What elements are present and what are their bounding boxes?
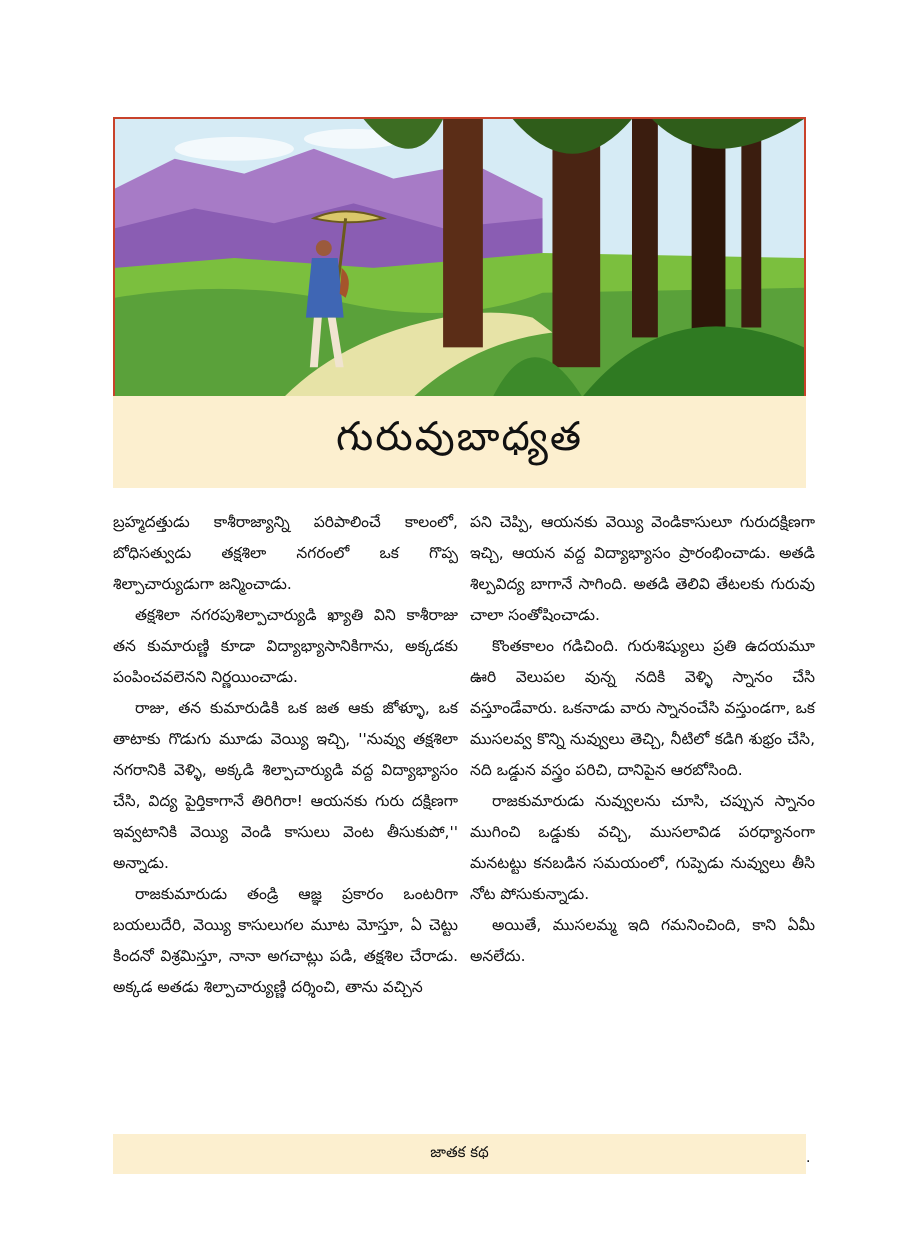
paragraph: తక్షశిలా నగరపుశిల్పాచార్యుడి ఖ్యాతి విని కాశీరాజు తన కుమారుణ్ణి కూడా విద్యాభ్యాసానికిగాను, అక్కడకు పంపించవలెనని నిర్ణయించాడు. — [113, 606, 458, 686]
footer-label: జాతక కథ — [430, 1143, 489, 1161]
paragraph: రాజు, తన కుమారుడికి ఒక జత ఆకు జోళ్ళూ, ఒక తాటాకు గొడుగు మూడు వెయ్యి ఇచ్చి, ''నువ్వు తక్షశిలా నగరానికి వెళ్ళి, అక్కడి శిల్పాచార్యుడి వద్ద విద్యాభ్యాసం చేసి, విద్య పైర్తికాగానే తిరిగిరా! ఆయనకు గురు దక్షిణగా ఇవ్వటానికి వెయ్యి వెండి కాసులు వెంట తీసుకుపో,'' అన్నాడు. — [113, 699, 458, 872]
paragraph: రాజకుమారుడు తండ్రి ఆజ్ఞ ప్రకారం ఒంటరిగా బయలుదేరి, వెయ్యి కాసులుగల మూట మోస్తూ, ఏ చెట్టు కిందనో విశ్రమిస్తూ, నానా అగచాట్లు పడి, తక్షశిల చేరాడు. అక్కడ అతడు శిల్పాచార్యుణ్ణి దర్శించి, తాను వచ్చిన — [113, 885, 458, 996]
paragraph: పని చెప్పి, ఆయనకు వెయ్యి వెండికాసులూ గురుదక్షిణగా ఇచ్చి, ఆయన వద్ద విద్యాభ్యాసం ప్రారంభించాడు. అతడి శిల్పవిద్య బాగానే సాగింది. అతడి తెలివి తేటలకు గురువు చాలా సంతోషించాడు. — [470, 513, 815, 624]
paragraph: బ్రహ్మదత్తుడు కాశీరాజ్యాన్ని పరిపాలించే కాలంలో, బోధిసత్వుడు తక్షశిలా నగరంలో ఒక గొప్ప శిల్పాచార్యుడుగా జన్మించాడు. — [113, 513, 458, 593]
paragraph: అయితే, ముసలమ్మ ఇది గమనించింది, కాని ఏమీ అనలేదు. — [470, 916, 815, 965]
title-band — [113, 396, 806, 488]
story-illustration — [113, 117, 806, 397]
walking-boy-landscape-image — [115, 119, 804, 397]
footer-mark: . — [806, 1150, 811, 1166]
right-column — [470, 507, 815, 972]
left-column — [113, 507, 458, 1003]
paragraph: కొంతకాలం గడిచింది. గురుశిష్యులు ప్రతి ఉదయమూ ఊరి వెలుపల వున్న నదికి వెళ్ళి స్నానం చేసి వస్తూండేవారు. ఒకనాడు వారు స్నానంచేసి వస్తుండగా, ఒక ముసలవ్వ కొన్ని నువ్వులు తెచ్చి, నీటిలో కడిగి శుభ్రం చేసి, నది ఒడ్డున వస్త్రం పరిచి, దానిపైన ఆరబోసింది. — [470, 637, 815, 779]
story-title: గురువుబాధ్యత — [336, 414, 583, 460]
paragraph: రాజకుమారుడు నువ్వులను చూసి, చప్పున స్నానం ముగించి ఒడ్డుకు వచ్చి, ముసలావిడ పరధ్యానంగా మనటట్టు కనబడిన సమయంలో, గుప్పెడు నువ్వులు తీసి నోట పోసుకున్నాడు. — [470, 792, 815, 903]
footer-band — [113, 1134, 806, 1174]
